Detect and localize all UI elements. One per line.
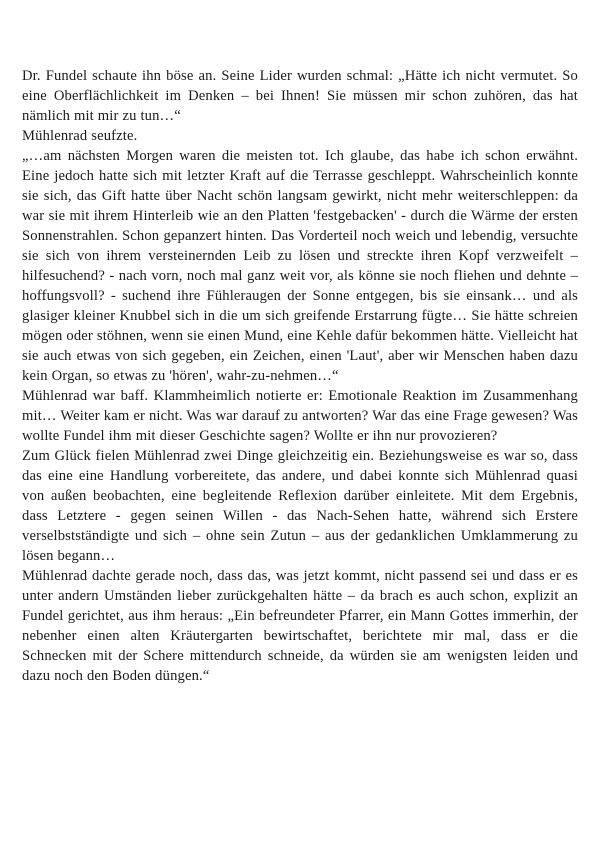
paragraph: Zum Glück fielen Mühlenrad zwei Dinge gleichzeitig ein. Beziehungsweise es war so, dass das eine eine Handlung vorbereitete, das andere, und dabei konnte sich Mühlenrad quasi von außen beobachten, eine begleitende Reflexion darüber einleitete. Mit dem Ergebnis, dass Letztere - gegen seinen Willen - das Nach-Sehen hatte, während sich Erstere verselbstständigte und sich – ohne sein Zutun – aus der gedanklichen Umklammerung zu lösen begann… [22, 448, 578, 564]
paragraph: „…am nächsten Morgen waren die meisten tot. Ich glaube, das habe ich schon erwähnt. Eine jedoch hatte sich mit letzter Kraft auf die Terrasse geschleppt. Wahrscheinlich konnte sie sich, das Gift hatte über Nacht schön langsam gewirkt, nicht mehr weiterschleppen: da war sie mit ihrem Hinterleib wie an den Platten 'festgebacken' - durch die Wärme der ersten Sonnenstrahlen. Schon gepanzert hinten. Das Vorderteil noch weich und lebendig, versuchte sie sich von ihrem versteinernden Leib zu lösen und streckte ihren Kopf verzweifelt – hilfesuchend? - nach vorn, noch mal ganz weit vor, als könne sie noch fliehen und dehnte – hoffungsvoll? - suchend ihre Fühleraugen der Sonne entgegen, bis sie einsank… und als glasiger kleiner Knubbel sich in die um sich greifende Erstarrung fügte… Sie hätte schreien mögen oder stöhnen, wenn sie einen Mund, eine Kehle dafür bekommen hätte. Vielleicht hat sie auch etwas von sich gegeben, ein Zeichen, einen 'Laut', aber wir Menschen haben dazu kein Organ, so etwas zu 'hören', wahr-zu-nehmen…“ [22, 148, 578, 384]
paragraph: Mühlenrad war baff. Klammheimlich notierte er: Emotionale Reaktion im Zusammenhang mit… Weiter kam er nicht. Was war darauf zu antworten? War das eine Frage gewesen? Was wollte Fundel ihm mit dieser Geschichte sagen? Wollte er ihn nur provozieren? [22, 388, 578, 444]
paragraph: Mühlenrad seufzte. [22, 128, 138, 144]
paragraph: Dr. Fundel schaute ihn böse an. Seine Lider wurden schmal: „Hätte ich nicht vermutet. So eine Oberflächlichkeit im Denken – bei Ihnen! Sie müssen mir schon zuhören, das hat nämlich mit mir zu tun…“ [22, 68, 578, 124]
paragraph: Mühlenrad dachte gerade noch, dass das, was jetzt kommt, nicht passend sei und dass er es unter andern Umständen lieber zurückgehalten hätte – da brach es auch schon, explizit an Fundel gerichtet, aus ihm heraus: „Ein befreundeter Pfarrer, ein Mann Gottes immerhin, der nebenher einen alten Kräutergarten bewirtschaftet, berichtete mir mal, dass er die Schnecken mit der Schere mittendurch schneide, da würden sie am wenigsten leiden und dazu noch den Boden düngen.“ [22, 568, 578, 684]
page-text-body [22, 66, 578, 686]
